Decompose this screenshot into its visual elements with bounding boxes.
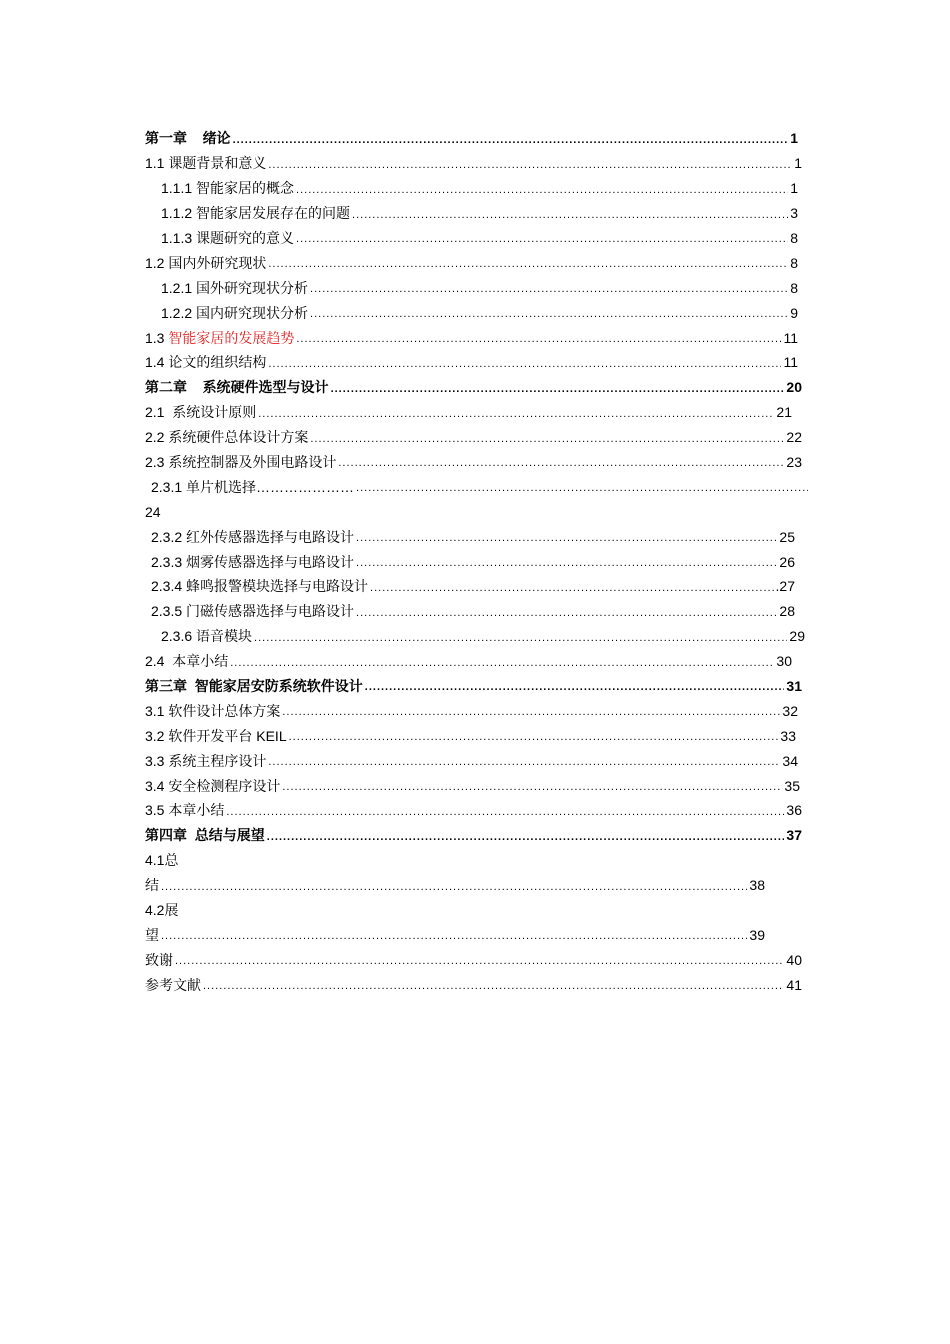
toc-page: 38 — [749, 877, 765, 894]
toc-number: 2.4 — [145, 653, 165, 670]
toc-page: 8 — [790, 254, 798, 271]
toc-title: 系统主程序设计 — [168, 752, 267, 769]
dot-leader — [226, 806, 784, 823]
toc-number: 2.3 — [145, 454, 165, 471]
toc-entry[interactable] — [145, 947, 810, 972]
toc-number: 4.1 — [145, 852, 165, 869]
toc-entry[interactable] — [145, 798, 810, 823]
toc-number: 3.2 — [145, 727, 165, 744]
toc-number: 2.2 — [145, 429, 165, 446]
dot-leader — [254, 632, 787, 649]
toc-entry[interactable] — [145, 350, 810, 375]
toc-title: 国内外研究现状 — [168, 254, 267, 271]
toc-number: 第二章 — [145, 379, 187, 396]
toc-page: 8 — [790, 279, 798, 296]
toc-entry[interactable] — [145, 574, 810, 599]
dot-leader — [331, 383, 785, 400]
dot-leader — [296, 184, 788, 201]
toc-title: 红外传感器选择与电路设计 — [186, 528, 355, 545]
toc-title: 烟雾传感器选择与电路设计 — [186, 553, 355, 570]
dot-leader — [370, 582, 774, 599]
toc-number: 1.1.2 — [161, 205, 193, 222]
toc-entry[interactable] — [145, 176, 810, 201]
toc-number: 第四章 — [145, 827, 187, 844]
toc-page: 36 — [786, 802, 802, 819]
toc-title: 绪论 — [202, 130, 231, 147]
toc-number: 1.1 — [145, 155, 165, 172]
toc-entry-wrapped-tail[interactable] — [145, 873, 810, 898]
toc-number: 1.2.2 — [161, 304, 193, 321]
toc-page: 9 — [790, 304, 798, 321]
dot-leader — [289, 731, 779, 748]
toc-number: 2.3.2 — [151, 528, 183, 545]
toc-title: 系统控制器及外围电路设计 — [168, 454, 337, 471]
dot-leader — [258, 408, 774, 425]
dot-leader — [230, 657, 774, 674]
toc-title-part: 总 — [164, 852, 179, 869]
toc-entry-wrapped-head[interactable] — [145, 848, 810, 873]
toc-number: 1.1.1 — [161, 180, 193, 197]
toc-entry[interactable] — [145, 823, 810, 848]
toc-number: 第三章 — [145, 678, 187, 695]
dot-leader — [267, 831, 785, 848]
toc-page: 11 — [783, 329, 798, 346]
toc-page: 40 — [786, 951, 802, 968]
toc-entry[interactable] — [145, 250, 810, 275]
toc-title: 系统硬件总体设计方案 — [168, 429, 309, 446]
toc-entry[interactable] — [145, 450, 810, 475]
toc-title: 安全检测程序设计 — [168, 777, 281, 794]
dot-leader — [268, 258, 788, 275]
toc-number: 2.3.1 — [151, 478, 183, 495]
toc-page: 32 — [782, 702, 798, 719]
toc-number: 4.2 — [145, 902, 165, 919]
toc-title: 智能家居安防系统软件设计 — [194, 678, 363, 695]
toc-entry[interactable] — [145, 400, 810, 425]
toc-title: 参考文献 — [145, 976, 201, 993]
toc-title: 国内研究现状分析 — [196, 304, 309, 321]
toc-number: 3.5 — [145, 802, 165, 819]
toc-title: 论文的组织结构 — [168, 354, 267, 371]
toc-entry[interactable] — [145, 275, 810, 300]
dot-leader — [356, 482, 808, 499]
toc-entry[interactable] — [145, 201, 810, 226]
toc-number: 2.1 — [145, 404, 165, 421]
toc-entry[interactable] — [145, 474, 810, 499]
dot-leader — [310, 433, 784, 450]
toc-entry[interactable] — [145, 226, 810, 251]
toc-title: 单片机选择………………… — [186, 478, 355, 495]
toc-page: 22 — [786, 429, 802, 446]
dot-leader — [365, 681, 785, 698]
dot-leader — [296, 333, 781, 350]
toc-entry[interactable] — [145, 698, 810, 723]
toc-page-wrapped — [145, 499, 810, 524]
toc-number: 第一章 — [145, 130, 187, 147]
dot-leader — [338, 457, 784, 474]
toc-number: 3.3 — [145, 752, 165, 769]
toc-entry[interactable] — [145, 599, 810, 624]
toc-page: 33 — [780, 727, 796, 744]
toc-page: 1 — [790, 180, 798, 197]
toc-title: 本章小结 — [172, 653, 229, 670]
toc-title: 国外研究现状分析 — [196, 279, 309, 296]
toc-title: 软件开发平台 KEIL — [168, 727, 287, 744]
toc-page: 28 — [779, 603, 795, 620]
toc-entry[interactable] — [145, 151, 810, 176]
toc-page: 11 — [783, 354, 798, 371]
toc-page: 39 — [749, 926, 765, 943]
toc-page: 41 — [786, 976, 802, 993]
toc-title: 课题背景和意义 — [168, 155, 267, 172]
toc-number: 1.2 — [145, 254, 165, 271]
toc-entry[interactable] — [145, 723, 810, 748]
toc-title: 智能家居发展存在的问题 — [196, 205, 351, 222]
toc-page: 8 — [790, 230, 798, 246]
toc-page: 25 — [779, 528, 795, 545]
dot-leader — [233, 134, 789, 151]
toc-page: 26 — [779, 553, 795, 570]
toc-title: 本章小结 — [168, 802, 225, 819]
toc-page: 29 — [789, 628, 805, 645]
dot-leader — [356, 607, 777, 624]
toc-entry[interactable] — [145, 524, 810, 549]
toc-title: 课题研究的意义 — [196, 230, 295, 246]
dot-leader — [282, 781, 782, 798]
dot-leader — [356, 557, 777, 574]
toc-number: 1.2.1 — [161, 279, 193, 296]
toc-number: 2.3.6 — [161, 628, 193, 645]
toc-title: 系统设计原则 — [172, 404, 257, 421]
toc-page: 35 — [784, 777, 800, 794]
dot-leader — [268, 159, 792, 176]
toc-entry[interactable] — [145, 325, 810, 350]
toc-entry[interactable] — [145, 972, 810, 997]
toc-page: 37 — [786, 827, 802, 844]
toc-entry[interactable] — [145, 425, 810, 450]
toc-page: 23 — [786, 454, 802, 471]
dot-leader — [161, 881, 747, 898]
toc-page: 24 — [145, 503, 161, 520]
toc-entry[interactable] — [145, 748, 810, 773]
toc-page: 3 — [790, 205, 798, 222]
dot-leader — [161, 930, 747, 947]
toc-title: 致谢 — [145, 951, 173, 968]
toc-entry[interactable] — [145, 773, 810, 798]
toc-title: 智能家居的发展趋势 — [168, 329, 295, 346]
dot-leader — [310, 283, 788, 300]
toc-page: .27 — [775, 578, 795, 595]
dot-leader — [310, 308, 788, 325]
toc-title: 软件设计总体方案 — [168, 702, 281, 719]
dot-leader — [296, 233, 788, 250]
toc-number: 1.3 — [145, 329, 165, 346]
toc-title: 总结与展望 — [194, 827, 265, 844]
toc-number: 2.3.4 — [151, 578, 183, 595]
toc-page: 1 — [790, 130, 798, 147]
toc-entry[interactable] — [145, 549, 810, 574]
toc-title: 门磁传感器选择与电路设计 — [186, 603, 355, 620]
table-of-contents — [145, 126, 810, 997]
toc-number: 2.3.5 — [151, 603, 183, 620]
toc-page: 21 — [776, 404, 792, 421]
toc-number: 1.1.3 — [161, 230, 193, 246]
toc-title-part: 展 — [164, 902, 179, 919]
dot-leader — [268, 756, 780, 773]
toc-entry[interactable] — [145, 674, 810, 699]
toc-number: 2.3.3 — [151, 553, 183, 570]
toc-title: 蜂鸣报警模块选择与电路设计 — [186, 578, 369, 595]
toc-page: 20 — [786, 379, 802, 396]
dot-leader — [175, 955, 784, 972]
toc-page: 34 — [782, 752, 798, 769]
dot-leader — [282, 706, 780, 723]
toc-title: 语音模块 — [196, 628, 253, 645]
toc-number: 3.4 — [145, 777, 165, 794]
toc-title-part: 望 — [145, 926, 159, 943]
dot-leader — [203, 980, 784, 997]
toc-page: 30 — [776, 653, 792, 670]
toc-entry[interactable] — [145, 126, 810, 151]
toc-title: 智能家居的概念 — [196, 180, 295, 197]
toc-number: 3.1 — [145, 702, 165, 719]
toc-entry[interactable] — [145, 624, 810, 649]
toc-entry-wrapped-tail[interactable] — [145, 923, 810, 948]
toc-title: 系统硬件选型与设计 — [202, 379, 329, 396]
toc-number: 1.4 — [145, 354, 165, 371]
toc-page: 31 — [786, 678, 802, 695]
toc-entry-wrapped-head[interactable] — [145, 898, 810, 923]
toc-entry[interactable] — [145, 375, 810, 400]
dot-leader — [356, 532, 777, 549]
toc-entry[interactable] — [145, 300, 810, 325]
toc-page: 1 — [794, 155, 802, 172]
dot-leader — [268, 358, 781, 375]
toc-entry[interactable] — [145, 649, 810, 674]
toc-title-part: 结 — [145, 877, 159, 894]
dot-leader — [352, 209, 788, 226]
